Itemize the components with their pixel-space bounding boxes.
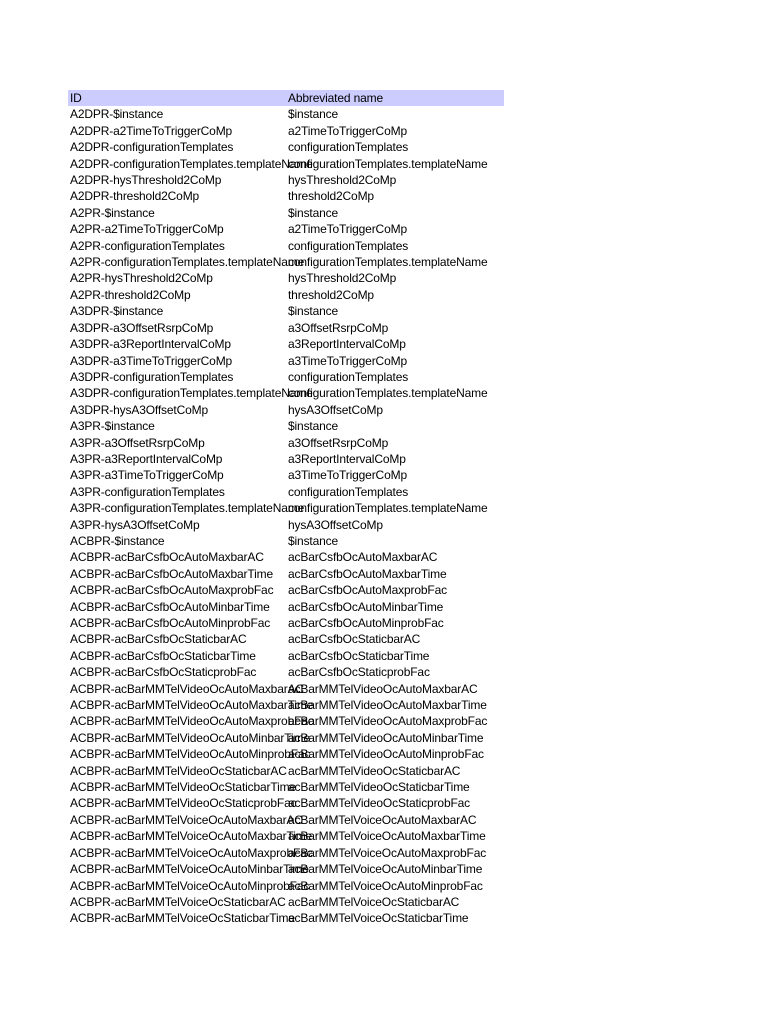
cell-id[interactable]: A3DPR-configurationTemplates <box>70 369 234 384</box>
cell-abbreviated-name[interactable]: $instance <box>288 304 339 319</box>
table-row <box>68 681 504 697</box>
cell-abbreviated-name[interactable]: acBarMMTelVideoOcStaticprobFac <box>288 796 471 811</box>
table-row <box>68 123 504 139</box>
cell-id[interactable]: ACBPR-acBarMMTelVideoOcStaticbarAC <box>70 763 287 778</box>
cell-id[interactable]: A2PR-configurationTemplates <box>70 238 225 253</box>
table-row <box>68 106 504 122</box>
cell-id[interactable]: A3PR-$instance <box>70 419 155 434</box>
table-row <box>68 697 504 713</box>
table-row <box>68 533 504 549</box>
table-row <box>68 156 504 172</box>
table-row <box>68 369 504 385</box>
table-body <box>68 106 504 926</box>
cell-id[interactable]: ACBPR-acBarMMTelVoiceOcAutoMinprobFac <box>70 878 310 893</box>
table-row <box>68 878 504 894</box>
table-row <box>68 861 504 877</box>
cell-id[interactable]: ACBPR-acBarCsfbOcStaticbarTime <box>70 648 256 663</box>
table-row <box>68 746 504 762</box>
table-row <box>68 139 504 155</box>
cell-abbreviated-name[interactable]: configurationTemplates.templateName <box>288 255 488 270</box>
cell-abbreviated-name[interactable]: acBarMMTelVoiceOcAutoMinbarTime <box>288 862 483 877</box>
table-row <box>68 402 504 418</box>
table-row <box>68 435 504 451</box>
cell-id[interactable]: A2DPR-hysThreshold2CoMp <box>70 173 222 188</box>
cell-id[interactable]: ACBPR-acBarMMTelVideoOcAutoMinbarTime <box>70 730 310 745</box>
table-row <box>68 270 504 286</box>
cell-abbreviated-name[interactable]: configurationTemplates <box>288 484 409 499</box>
cell-id[interactable]: A3DPR-a3OffsetRsrpCoMp <box>70 320 214 335</box>
cell-abbreviated-name[interactable]: a2TimeToTriggerCoMp <box>288 222 407 237</box>
table-row <box>68 795 504 811</box>
table-row <box>68 517 504 533</box>
cell-abbreviated-name[interactable]: acBarMMTelVideoOcAutoMaxbarAC <box>288 681 478 696</box>
table-row <box>68 500 504 516</box>
cell-abbreviated-name[interactable]: acBarCsfbOcStaticbarAC <box>288 632 421 647</box>
cell-abbreviated-name[interactable]: acBarCsfbOcAutoMaxbarTime <box>288 566 447 581</box>
table-row <box>68 599 504 615</box>
cell-id[interactable]: A3PR-a3OffsetRsrpCoMp <box>70 435 205 450</box>
cell-abbreviated-name[interactable]: acBarMMTelVideoOcAutoMinprobFac <box>288 747 484 762</box>
table-row <box>68 385 504 401</box>
cell-id[interactable]: ACBPR-acBarMMTelVoiceOcAutoMaxprobFac <box>70 845 313 860</box>
cell-id[interactable]: ACBPR-acBarMMTelVoiceOcAutoMaxbarAC <box>70 812 303 827</box>
table-row <box>68 205 504 221</box>
cell-id[interactable]: ACBPR-acBarMMTelVoiceOcStaticbarTime <box>70 911 295 926</box>
header-row <box>68 90 504 106</box>
cell-abbreviated-name[interactable]: hysA3OffsetCoMp <box>288 402 383 417</box>
cell-abbreviated-name[interactable]: acBarMMTelVoiceOcAutoMaxbarAC <box>288 812 477 827</box>
table-row <box>68 467 504 483</box>
cell-abbreviated-name[interactable]: configurationTemplates.templateName <box>288 501 488 516</box>
header-id[interactable]: ID <box>70 91 82 105</box>
cell-id[interactable]: ACBPR-acBarMMTelVideoOcAutoMaxbarTime <box>70 698 314 713</box>
table-row <box>68 188 504 204</box>
table-row <box>68 894 504 910</box>
cell-abbreviated-name[interactable]: acBarMMTelVideoOcAutoMaxbarTime <box>288 698 487 713</box>
table-row <box>68 254 504 270</box>
cell-abbreviated-name[interactable]: acBarMMTelVoiceOcAutoMaxbarTime <box>288 829 486 844</box>
cell-abbreviated-name[interactable]: threshold2CoMp <box>288 189 374 204</box>
cell-abbreviated-name[interactable]: $instance <box>288 205 339 220</box>
cell-abbreviated-name[interactable]: $instance <box>288 419 339 434</box>
cell-id[interactable]: ACBPR-acBarMMTelVoiceOcStaticbarAC <box>70 894 286 909</box>
cell-id[interactable]: A3DPR-configurationTemplates.templateName <box>70 386 313 401</box>
table-row <box>68 451 504 467</box>
table-row <box>68 303 504 319</box>
table-row <box>68 812 504 828</box>
cell-abbreviated-name[interactable]: hysThreshold2CoMp <box>288 271 397 286</box>
table-row <box>68 566 504 582</box>
cell-id[interactable]: A2DPR-a2TimeToTriggerCoMp <box>70 123 233 138</box>
table-row <box>68 418 504 434</box>
table-row <box>68 845 504 861</box>
cell-id[interactable]: ACBPR-acBarMMTelVideoOcAutoMaxprobFac <box>70 714 314 729</box>
cell-id[interactable]: A2DPR-configurationTemplates.templateName <box>70 156 313 171</box>
cell-id[interactable]: A2PR-configurationTemplates.templateName <box>70 255 305 270</box>
cell-abbreviated-name[interactable]: acBarCsfbOcAutoMaxprobFac <box>288 583 447 598</box>
cell-id[interactable]: ACBPR-acBarMMTelVideoOcStaticprobFac <box>70 796 297 811</box>
header-abbreviated-name[interactable]: Abbreviated name <box>288 91 383 105</box>
table-row <box>68 828 504 844</box>
cell-abbreviated-name[interactable]: acBarMMTelVideoOcStaticbarAC <box>288 763 461 778</box>
table-row <box>68 287 504 303</box>
cell-abbreviated-name[interactable]: configurationTemplates <box>288 238 409 253</box>
cell-abbreviated-name[interactable]: acBarCsfbOcStaticprobFac <box>288 665 430 680</box>
table-row <box>68 172 504 188</box>
spreadsheet-table <box>68 90 504 927</box>
cell-abbreviated-name[interactable]: acBarCsfbOcAutoMinbarTime <box>288 599 444 614</box>
cell-id[interactable]: A2PR-a2TimeToTriggerCoMp <box>70 222 224 237</box>
table-row <box>68 549 504 565</box>
cell-abbreviated-name[interactable]: $instance <box>288 533 339 548</box>
cell-id[interactable]: A3PR-a3ReportIntervalCoMp <box>70 451 223 466</box>
table-row <box>68 582 504 598</box>
cell-abbreviated-name[interactable]: a3ReportIntervalCoMp <box>288 337 406 352</box>
cell-abbreviated-name[interactable]: acBarCsfbOcAutoMaxbarAC <box>288 550 438 565</box>
cell-id[interactable]: ACBPR-acBarMMTelVoiceOcAutoMinbarTime <box>70 862 309 877</box>
cell-id[interactable]: A3PR-configurationTemplates.templateName <box>70 501 305 516</box>
cell-abbreviated-name[interactable]: acBarMMTelVoiceOcAutoMaxprobFac <box>288 845 487 860</box>
table-row <box>68 484 504 500</box>
table-row <box>68 713 504 729</box>
cell-id[interactable]: ACBPR-acBarMMTelVideoOcStaticbarTime <box>70 780 297 795</box>
cell-abbreviated-name[interactable]: a3TimeToTriggerCoMp <box>288 353 407 368</box>
cell-id[interactable]: ACBPR-$instance <box>70 533 165 548</box>
cell-id[interactable]: A3DPR-hysA3OffsetCoMp <box>70 402 209 417</box>
cell-id[interactable]: A3PR-configurationTemplates <box>70 484 225 499</box>
cell-abbreviated-name[interactable]: acBarCsfbOcStaticbarTime <box>288 648 430 663</box>
cell-id[interactable]: ACBPR-acBarCsfbOcStaticprobFac <box>70 665 257 680</box>
cell-id[interactable]: ACBPR-acBarMMTelVideoOcAutoMaxbarAC <box>70 681 304 696</box>
table-row <box>68 779 504 795</box>
cell-id[interactable]: A2PR-$instance <box>70 205 155 220</box>
cell-abbreviated-name[interactable]: acBarMMTelVideoOcAutoMinbarTime <box>288 730 484 745</box>
table-row <box>68 238 504 254</box>
cell-abbreviated-name[interactable]: a3TimeToTriggerCoMp <box>288 468 407 483</box>
cell-abbreviated-name[interactable]: a3OffsetRsrpCoMp <box>288 435 389 450</box>
cell-id[interactable]: ACBPR-acBarCsfbOcStaticbarAC <box>70 632 247 647</box>
cell-abbreviated-name[interactable]: acBarMMTelVoiceOcStaticbarAC <box>288 894 460 909</box>
cell-abbreviated-name[interactable]: a3OffsetRsrpCoMp <box>288 320 389 335</box>
table-row <box>68 353 504 369</box>
table-row <box>68 648 504 664</box>
cell-id[interactable]: ACBPR-acBarCsfbOcAutoMinprobFac <box>70 616 271 630</box>
cell-id[interactable]: ACBPR-acBarCsfbOcAutoMaxbarTime <box>70 566 273 581</box>
cell-abbreviated-name[interactable]: acBarMMTelVoiceOcAutoMinprobFac <box>288 878 483 893</box>
cell-abbreviated-name[interactable]: acBarMMTelVideoOcStaticbarTime <box>288 780 470 795</box>
cell-id[interactable]: A3DPR-a3TimeToTriggerCoMp <box>70 353 233 368</box>
cell-abbreviated-name[interactable]: a3ReportIntervalCoMp <box>288 451 406 466</box>
cell-id[interactable]: A3PR-hysA3OffsetCoMp <box>70 517 200 532</box>
cell-id[interactable]: A2DPR-configurationTemplates <box>70 140 234 155</box>
cell-abbreviated-name[interactable]: acBarCsfbOcAutoMinprobFac <box>288 616 444 630</box>
cell-id[interactable]: ACBPR-acBarMMTelVideoOcAutoMinprobFac <box>70 747 311 762</box>
table-row <box>68 664 504 680</box>
cell-abbreviated-name[interactable]: acBarMMTelVoiceOcStaticbarTime <box>288 911 469 926</box>
cell-id[interactable]: ACBPR-acBarCsfbOcAutoMaxprobFac <box>70 583 274 598</box>
cell-abbreviated-name[interactable]: acBarMMTelVideoOcAutoMaxprobFac <box>288 714 488 729</box>
table-row <box>68 730 504 746</box>
cell-abbreviated-name[interactable]: configurationTemplates.templateName <box>288 156 488 171</box>
cell-abbreviated-name[interactable]: configurationTemplates <box>288 369 409 384</box>
cell-abbreviated-name[interactable]: $instance <box>288 107 339 122</box>
table-row <box>68 221 504 237</box>
cell-id[interactable]: A3PR-a3TimeToTriggerCoMp <box>70 468 224 483</box>
cell-abbreviated-name[interactable]: configurationTemplates <box>288 140 409 155</box>
cell-id[interactable]: ACBPR-acBarMMTelVoiceOcAutoMaxbarTime <box>70 829 313 844</box>
table-row <box>68 320 504 336</box>
cell-id[interactable]: ACBPR-acBarCsfbOcAutoMinbarTime <box>70 599 270 614</box>
cell-id[interactable]: A2DPR-$instance <box>70 107 164 122</box>
table-row <box>68 615 504 631</box>
cell-id[interactable]: A2PR-threshold2CoMp <box>70 287 191 302</box>
cell-abbreviated-name[interactable]: hysA3OffsetCoMp <box>288 517 383 532</box>
cell-id[interactable]: ACBPR-acBarCsfbOcAutoMaxbarAC <box>70 550 264 565</box>
table-row <box>68 631 504 647</box>
cell-id[interactable]: A2DPR-threshold2CoMp <box>70 189 200 204</box>
cell-id[interactable]: A2PR-hysThreshold2CoMp <box>70 271 213 286</box>
table-row <box>68 336 504 352</box>
cell-id[interactable]: A3DPR-$instance <box>70 304 164 319</box>
cell-abbreviated-name[interactable]: hysThreshold2CoMp <box>288 173 397 188</box>
table-row <box>68 763 504 779</box>
cell-id[interactable]: A3DPR-a3ReportIntervalCoMp <box>70 337 231 352</box>
table-row <box>68 910 504 926</box>
cell-abbreviated-name[interactable]: threshold2CoMp <box>288 287 374 302</box>
cell-abbreviated-name[interactable]: a2TimeToTriggerCoMp <box>288 123 407 138</box>
cell-abbreviated-name[interactable]: configurationTemplates.templateName <box>288 386 488 401</box>
